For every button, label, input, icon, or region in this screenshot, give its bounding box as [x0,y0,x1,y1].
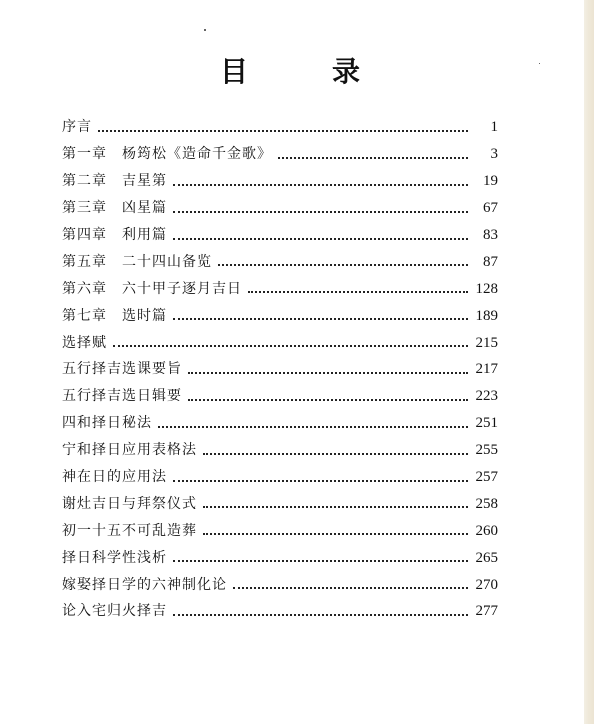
toc-entry-label [62,335,113,351]
entry-title: 五行择吉选课要旨 [62,361,182,378]
toc-entry[interactable] [62,410,498,437]
page-title [0,50,584,90]
toc-entry[interactable] [62,383,498,410]
chapter-number: 第七章 [62,307,107,324]
toc-entry[interactable] [62,275,498,302]
dot-leader [233,586,468,589]
dot-leader [203,532,468,535]
page-number: 223 [475,388,498,405]
page-number: 260 [475,522,498,539]
entry-title: 选时篇 [122,307,167,324]
toc-entry-label [62,577,233,593]
dot-leader [278,156,468,159]
page-number: 19 [483,173,498,190]
page-number: 217 [475,361,498,378]
toc-entry[interactable] [62,222,498,249]
dot-leader [218,263,468,266]
toc-entry[interactable] [62,302,498,329]
dot-leader [203,505,468,508]
entry-title: 吉星第 [122,173,167,190]
chapter-number: 第一章 [62,146,107,163]
entry-title: 嫁娶择日学的六神制化论 [62,576,227,593]
toc-entry-label [62,200,173,216]
page-number: 255 [475,442,498,459]
entry-title: 利用篇 [122,227,167,243]
toc-entry-label [62,523,203,539]
entry-title: 二十四山备览 [122,253,212,270]
toc-entry[interactable] [62,329,498,356]
table-of-contents [62,114,498,625]
page-number: 3 [490,146,498,163]
toc-entry[interactable] [62,248,498,275]
dot-leader [173,479,468,482]
dot-leader [188,371,468,374]
page-number: 258 [475,495,498,512]
dot-leader [98,129,468,132]
toc-entry-label [62,550,173,566]
toc-entry[interactable] [62,168,498,195]
chapter-number: 第四章 [62,227,107,243]
dot-leader [173,210,468,213]
page-number: 265 [475,549,498,566]
entry-title: 论入宅归火择吉 [62,603,167,620]
toc-entry[interactable] [62,464,498,491]
toc-entry[interactable] [62,598,498,625]
page-number: 1 [490,119,498,136]
page-number: 277 [475,603,498,620]
title-char-left: 目 [219,55,252,88]
toc-entry[interactable] [62,114,498,141]
chapter-number: 第五章 [62,253,107,270]
toc-entry[interactable] [62,356,498,383]
toc-entry-label [62,254,218,270]
page-number: 83 [483,227,498,243]
entry-title: 谢灶吉日与拜祭仪式 [62,495,197,512]
entry-title: 择日科学性浅析 [62,549,167,566]
entry-title: 凶星篇 [122,200,167,217]
dot-leader [248,290,468,293]
dot-leader [113,344,468,347]
toc-entry[interactable] [62,571,498,598]
page-number: 257 [475,469,498,486]
toc-entry-label [62,496,203,512]
chapter-number: 第二章 [62,173,107,190]
dot-leader [173,613,468,616]
chapter-number: 第三章 [62,200,107,217]
dot-leader [158,425,468,428]
entry-title: 六十甲子逐月吉日 [122,280,242,297]
page-number: 270 [475,576,498,593]
toc-entry[interactable] [62,517,498,544]
entry-title: 序言 [62,119,92,136]
title-char-right: 录 [332,55,365,88]
toc-entry-label [62,308,173,324]
toc-entry-label [62,603,173,619]
page-edge [584,0,594,724]
toc-entry-label [62,173,173,189]
toc-entry[interactable] [62,544,498,571]
dot-leader [203,452,468,455]
entry-title: 杨筠松《造命千金歌》 [122,146,272,163]
page-number: 251 [475,415,498,432]
toc-entry[interactable] [62,490,498,517]
entry-title: 选择赋 [62,334,107,351]
entry-title: 神在日的应用法 [62,469,167,486]
toc-entry-label [62,361,188,377]
toc-entry-label [62,281,248,297]
toc-entry[interactable] [62,437,498,464]
dot-leader [173,559,468,562]
toc-entry-label [62,442,203,458]
toc-entry-label [62,469,173,485]
toc-entry-label [62,119,98,135]
dot-leader [173,317,468,320]
toc-entry[interactable] [62,195,498,222]
toc-entry-label [62,146,278,162]
page-number: 189 [475,307,498,324]
toc-entry-label [62,388,188,404]
toc-entry-label [62,227,173,243]
page-number: 67 [483,200,498,217]
page-number: 215 [475,334,498,351]
ink-speck [204,29,206,31]
dot-leader [188,398,468,401]
toc-entry-label [62,415,158,431]
chapter-number: 第六章 [62,280,107,297]
entry-title: 初一十五不可乱造葬 [62,522,197,539]
entry-title: 四和择日秘法 [62,415,152,432]
dot-leader [173,183,468,186]
entry-title: 宁和择日应用表格法 [62,442,197,459]
toc-entry[interactable] [62,141,498,168]
entry-title: 五行择吉选日辑要 [62,388,182,405]
page-number: 128 [475,280,498,297]
dot-leader [173,237,468,240]
page-number: 87 [483,253,498,270]
